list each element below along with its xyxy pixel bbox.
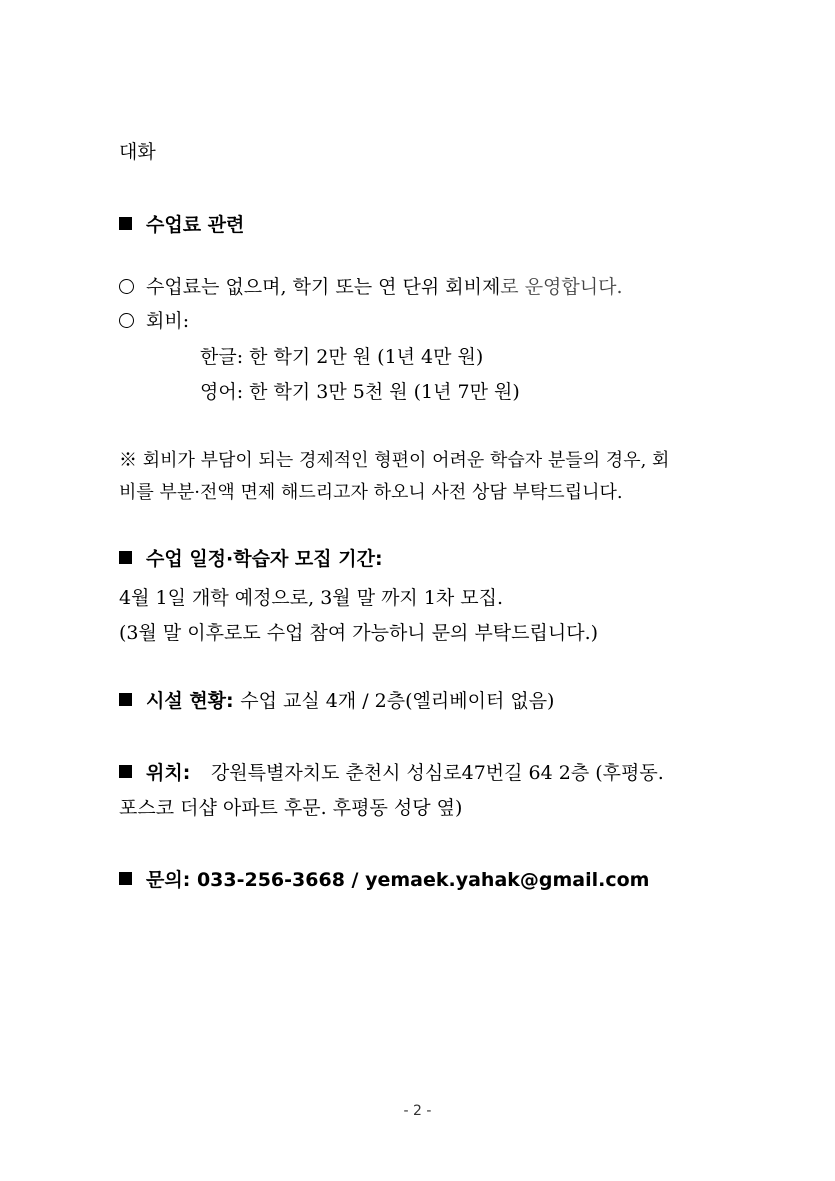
fee-line-1 (119, 274, 623, 300)
contact-line (119, 867, 649, 893)
facility-value: 수업 교실 4개 / 2층(엘리베이터 없음) (240, 690, 555, 712)
schedule-line-1: 4월 1일 개학 예정으로, 3월 말 까지 1차 모집. (119, 587, 504, 609)
fee-heading (119, 212, 244, 238)
fee-note-line-1: ※ 회비가 부담이 되는 경제적인 형편이 어려운 학습자 분들의 경우, 회 (119, 450, 670, 471)
page-number: - 2 - (403, 1103, 432, 1119)
fee-english: 영어: 한 학기 3만 5천 원 (1년 7만 원) (200, 381, 520, 403)
fee-note-line-2: 비를 부분·전액 면제 해드리고자 하오니 사전 상담 부탁드립니다. (119, 482, 623, 503)
top-fragment-text: 대화 (119, 141, 156, 163)
fee-hangul: 한글: 한 학기 2만 원 (1년 4만 원) (200, 346, 484, 368)
schedule-heading-text: 수업 일정·학습자 모집 기간: (146, 548, 383, 570)
fee-heading-text: 수업료 관련 (146, 214, 245, 236)
square-bullet-icon (119, 217, 132, 230)
circle-bullet-icon (119, 279, 134, 294)
square-bullet-icon (119, 872, 132, 885)
contact-label: 문의: (146, 869, 191, 891)
fee-line-2 (119, 308, 189, 334)
fee-line-2-text: 회비: (146, 310, 190, 332)
square-bullet-icon (119, 765, 132, 778)
location-value-1: 강원특별자치도 춘천시 성심로47번길 64 2층 (후평동. (210, 762, 664, 784)
schedule-line-2: (3월 말 이후로도 수업 참여 가능하니 문의 부탁드립니다.) (119, 622, 599, 644)
location-label: 위치: (146, 762, 191, 784)
location-line-1 (119, 760, 664, 786)
contact-value: 033-256-3668 / yemaek.yahak@gmail.com (196, 869, 650, 891)
facility-label: 시설 현황: (146, 690, 234, 712)
location-value-2: 포스코 더샵 아파트 후문. 후평동 성당 옆) (119, 797, 463, 819)
circle-bullet-icon (119, 313, 134, 328)
square-bullet-icon (119, 693, 132, 706)
square-bullet-icon (119, 551, 132, 564)
fee-line-1-main: 수업료는 없으며, 학기 또는 연 단위 회비제 (146, 276, 501, 298)
fee-line-1-tail: 로 운영합니다. (500, 276, 623, 298)
schedule-heading (119, 546, 383, 572)
facility-line (119, 688, 554, 714)
